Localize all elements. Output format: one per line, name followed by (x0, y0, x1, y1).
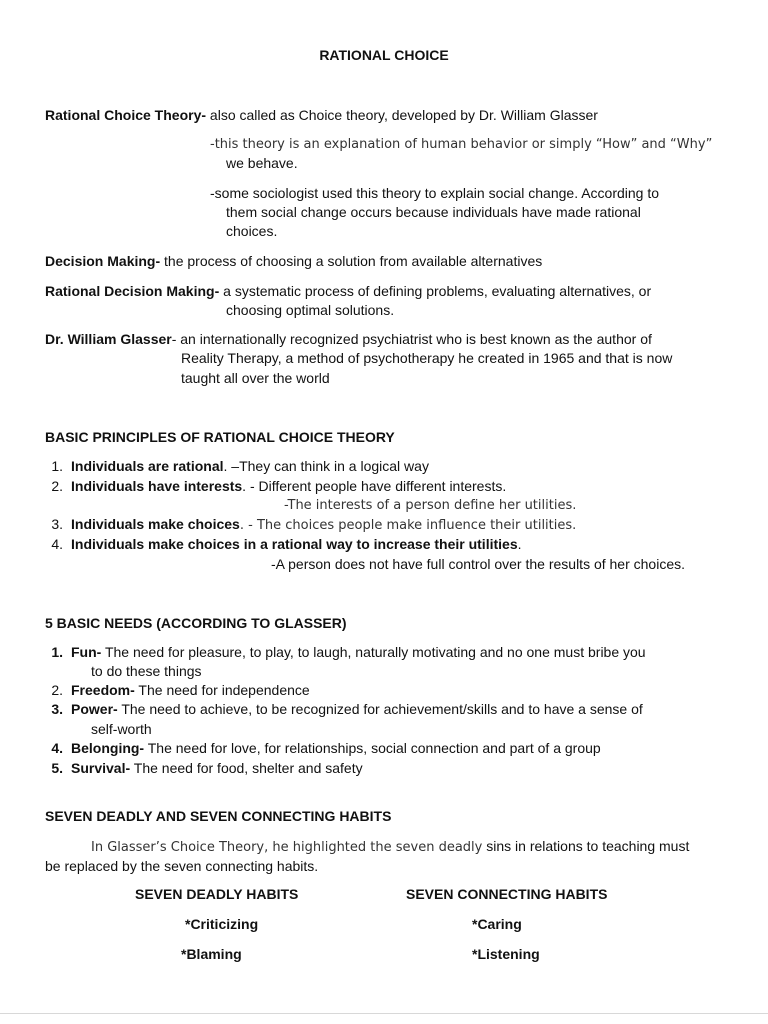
definition-text: Reality Therapy, a method of psychotherapy he created in 1965 and that is now (181, 350, 673, 366)
list-item-bold: Freedom- (71, 682, 135, 698)
list-item-text: The need for pleasure, to play, to laugh, naturally motivating and no one must bribe you (101, 644, 646, 660)
paragraph-text: In Glasser’s Choice Theory, he highlighted the seven deadly (91, 840, 483, 855)
section-heading-habits: SEVEN DEADLY AND SEVEN CONNECTING HABITS (45, 808, 392, 824)
column-heading-connecting: SEVEN CONNECTING HABITS (406, 886, 608, 902)
definition-text: choosing optimal solutions. (226, 302, 395, 318)
definition-rational-choice-theory (45, 106, 598, 125)
list-item (45, 739, 601, 758)
list-item-bold: Individuals make choices (71, 516, 240, 532)
list-number: 3. (51, 516, 63, 532)
column-heading-deadly: SEVEN DEADLY HABITS (135, 886, 299, 902)
list-item-bold: Fun- (71, 644, 102, 660)
list-number: 1. (51, 644, 63, 660)
definition-text: a systematic process of defining problems, evaluating alternatives, or (219, 283, 652, 299)
list-item-bold: Individuals have interests (71, 478, 243, 494)
list-item (45, 700, 643, 719)
list-item-bold: Individuals make choices in a rational way to increase their utilities (71, 536, 518, 552)
list-item-note: -A person does not have full control over the results of her choices. (271, 556, 686, 572)
habit-item-connecting: *Caring (472, 916, 522, 932)
list-item (45, 515, 576, 535)
definition-william-glasser (45, 330, 652, 349)
definition-term: Rational Decision Making- (45, 283, 220, 299)
definition-note: -this theory is an explanation of human behavior or simply “How” and “Why” (210, 137, 713, 152)
definition-text: - an internationally recognized psychiatrist who is best known as the author of (171, 331, 652, 347)
paragraph-line (91, 837, 689, 857)
list-number: 3. (51, 701, 63, 717)
definition-text: taught all over the world (181, 370, 330, 386)
list-number: 4. (51, 740, 63, 756)
definition-note: them social change occurs because individuals have made rational (226, 204, 641, 220)
definition-note: choices. (226, 223, 278, 239)
list-item-note: -The interests of a person define her utilities. (284, 498, 577, 513)
list-item-text: The need for independence (134, 682, 310, 698)
definition-decision-making (45, 252, 542, 271)
list-item-text: The need for food, shelter and safety (130, 760, 363, 776)
habit-item-connecting: *Listening (472, 946, 540, 962)
definition-text: also called as Choice theory, developed by Dr. William Glasser (206, 107, 598, 123)
habit-item-deadly: *Blaming (181, 946, 242, 962)
list-item-continuation: self-worth (91, 721, 152, 737)
list-number: 2. (51, 478, 63, 494)
definition-rational-decision-making (45, 282, 651, 301)
list-number: 5. (51, 760, 63, 776)
habit-item-deadly: *Criticizing (185, 916, 259, 932)
list-item-text: The need to achieve, to be recognized for achievement/skills and to have a sense of (117, 701, 643, 717)
list-item (45, 477, 506, 496)
section-heading-principles: BASIC PRINCIPLES OF RATIONAL CHOICE THEORY (45, 429, 395, 445)
list-number: 4. (51, 536, 63, 552)
definition-note: -some sociologist used this theory to explain social change. According to (210, 185, 660, 201)
list-item-text: . (517, 536, 522, 552)
definition-term: Decision Making- (45, 253, 161, 269)
list-item (45, 759, 363, 778)
list-item-text: The need for love, for relationships, social connection and part of a group (144, 740, 601, 756)
list-item-bold: Survival- (71, 760, 131, 776)
list-item-bold: Individuals are rational (71, 458, 224, 474)
section-heading-needs: 5 BASIC NEEDS (ACCORDING TO GLASSER) (45, 615, 347, 631)
page-title: RATIONAL CHOICE (319, 47, 449, 63)
list-item-continuation: to do these things (91, 663, 202, 679)
list-item-text: . - Different people have different interests. (242, 478, 507, 494)
list-number: 1. (51, 458, 63, 474)
list-item (45, 457, 429, 476)
paragraph-text: sins in relations to teaching must (482, 838, 690, 854)
paragraph-line: be replaced by the seven connecting habits. (45, 858, 319, 874)
list-item-bold: Power- (71, 701, 118, 717)
page-bottom-divider (0, 1013, 768, 1014)
list-number: 2. (51, 682, 63, 698)
definition-text: the process of choosing a solution from available alternatives (160, 253, 543, 269)
definition-term: Dr. William Glasser (45, 331, 172, 347)
list-item-text: . –They can think in a logical way (223, 458, 429, 474)
definition-note: we behave. (226, 155, 298, 171)
list-item (45, 643, 646, 662)
list-item (45, 535, 522, 554)
definition-term: Rational Choice Theory- (45, 107, 207, 123)
list-item-text: . - The choices people make influence their utilities. (239, 518, 577, 533)
list-item (45, 681, 310, 700)
list-item-bold: Belonging- (71, 740, 145, 756)
